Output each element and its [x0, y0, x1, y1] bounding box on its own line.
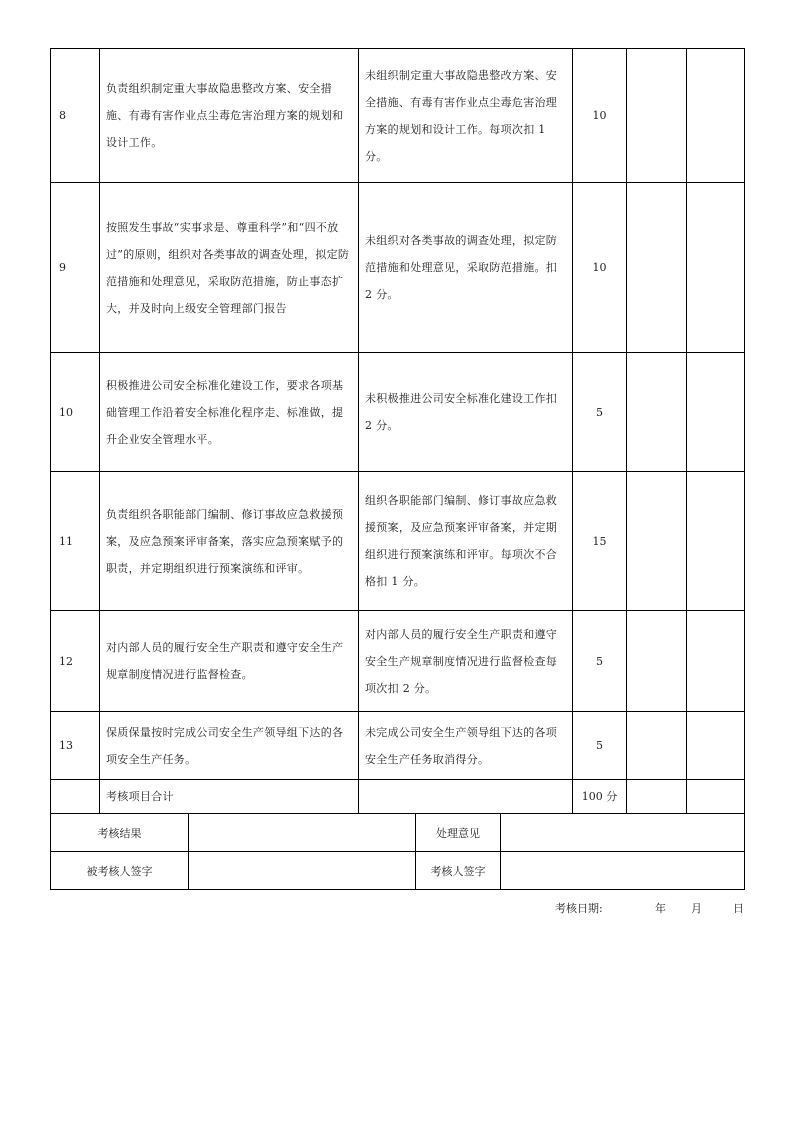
date-day: 日	[733, 902, 744, 915]
self-score-cell[interactable]	[627, 712, 687, 780]
assessee-sign-label: 被考核人签字	[51, 852, 189, 890]
signature-row	[51, 852, 745, 890]
item-number: 8	[51, 49, 100, 183]
criteria-text: 未积极推进公司安全标准化建设工作扣 2 分。	[359, 353, 573, 472]
date-year: 年	[655, 902, 666, 915]
assessee-sign-field[interactable]	[189, 852, 416, 890]
item-number: 13	[51, 712, 100, 780]
self-score-cell[interactable]	[627, 353, 687, 472]
date-month: 月	[691, 902, 702, 915]
criteria-text: 组织各职能部门编制、修订事故应急救援预案，及应急预案评审备案，并定期组织进行预案演练和评审。每项次不合格扣 1 分。	[359, 472, 573, 611]
score-value: 10	[573, 183, 627, 353]
total-row	[51, 780, 745, 814]
self-score-cell[interactable]	[627, 472, 687, 611]
review-score-cell[interactable]	[687, 353, 745, 472]
total-self-cell[interactable]	[627, 780, 687, 814]
result-row	[51, 814, 745, 852]
total-review-cell[interactable]	[687, 780, 745, 814]
score-value: 5	[573, 712, 627, 780]
table-row	[51, 183, 745, 353]
criteria-text: 未组织制定重大事故隐患整改方案、安全措施、有毒有害作业点尘毒危害治理方案的规划和设计工作。每项次扣 1 分。	[359, 49, 573, 183]
table-row	[51, 353, 745, 472]
item-number: 9	[51, 183, 100, 353]
review-score-cell[interactable]	[687, 611, 745, 712]
table-row	[51, 611, 745, 712]
total-number-cell	[51, 780, 100, 814]
table-row	[51, 49, 745, 183]
opinion-label: 处理意见	[416, 814, 501, 852]
score-value: 15	[573, 472, 627, 611]
review-score-cell[interactable]	[687, 49, 745, 183]
total-label: 考核项目合计	[100, 780, 359, 814]
assessment-table	[50, 48, 745, 814]
self-score-cell[interactable]	[627, 183, 687, 353]
result-label: 考核结果	[51, 814, 189, 852]
score-value: 10	[573, 49, 627, 183]
item-number: 12	[51, 611, 100, 712]
table-row	[51, 712, 745, 780]
total-criteria-cell	[359, 780, 573, 814]
review-score-cell[interactable]	[687, 472, 745, 611]
review-score-cell[interactable]	[687, 183, 745, 353]
table-row	[51, 472, 745, 611]
total-score: 100 分	[573, 780, 627, 814]
item-number: 10	[51, 353, 100, 472]
assessment-date	[555, 900, 744, 916]
assessor-sign-field[interactable]	[501, 852, 745, 890]
self-score-cell[interactable]	[627, 611, 687, 712]
criteria-text: 未完成公司安全生产领导组下达的各项安全生产任务取消得分。	[359, 712, 573, 780]
self-score-cell[interactable]	[627, 49, 687, 183]
duty-text: 对内部人员的履行安全生产职责和遵守安全生产规章制度情况进行监督检查。	[100, 611, 359, 712]
assessor-sign-label: 考核人签字	[416, 852, 501, 890]
result-field[interactable]	[189, 814, 416, 852]
duty-text: 保质保量按时完成公司安全生产领导组下达的各项安全生产任务。	[100, 712, 359, 780]
signature-table	[50, 813, 745, 890]
duty-text: 按照发生事故“实事求是、尊重科学”和“四不放过”的原则，组织对各类事故的调查处理，拟定防范措施和处理意见，采取防范措施，防止事态扩大，并及时向上级安全管理部门报告	[100, 183, 359, 353]
criteria-text: 未组织对各类事故的调查处理，拟定防范措施和处理意见，采取防范措施。扣 2 分。	[359, 183, 573, 353]
opinion-field[interactable]	[501, 814, 745, 852]
duty-text: 负责组织各职能部门编制、修订事故应急救援预案，及应急预案评审备案，落实应急预案赋予的职责，并定期组织进行预案演练和评审。	[100, 472, 359, 611]
score-value: 5	[573, 353, 627, 472]
score-value: 5	[573, 611, 627, 712]
criteria-text: 对内部人员的履行安全生产职责和遵守安全生产规章制度情况进行监督检查每项次扣 2 分。	[359, 611, 573, 712]
review-score-cell[interactable]	[687, 712, 745, 780]
duty-text: 积极推进公司安全标准化建设工作，要求各项基础管理工作沿着安全标准化程序走、标准做，提升企业安全管理水平。	[100, 353, 359, 472]
duty-text: 负责组织制定重大事故隐患整改方案、安全措施、有毒有害作业点尘毒危害治理方案的规划和设计工作。	[100, 49, 359, 183]
date-label: 考核日期:	[555, 902, 603, 915]
item-number: 11	[51, 472, 100, 611]
